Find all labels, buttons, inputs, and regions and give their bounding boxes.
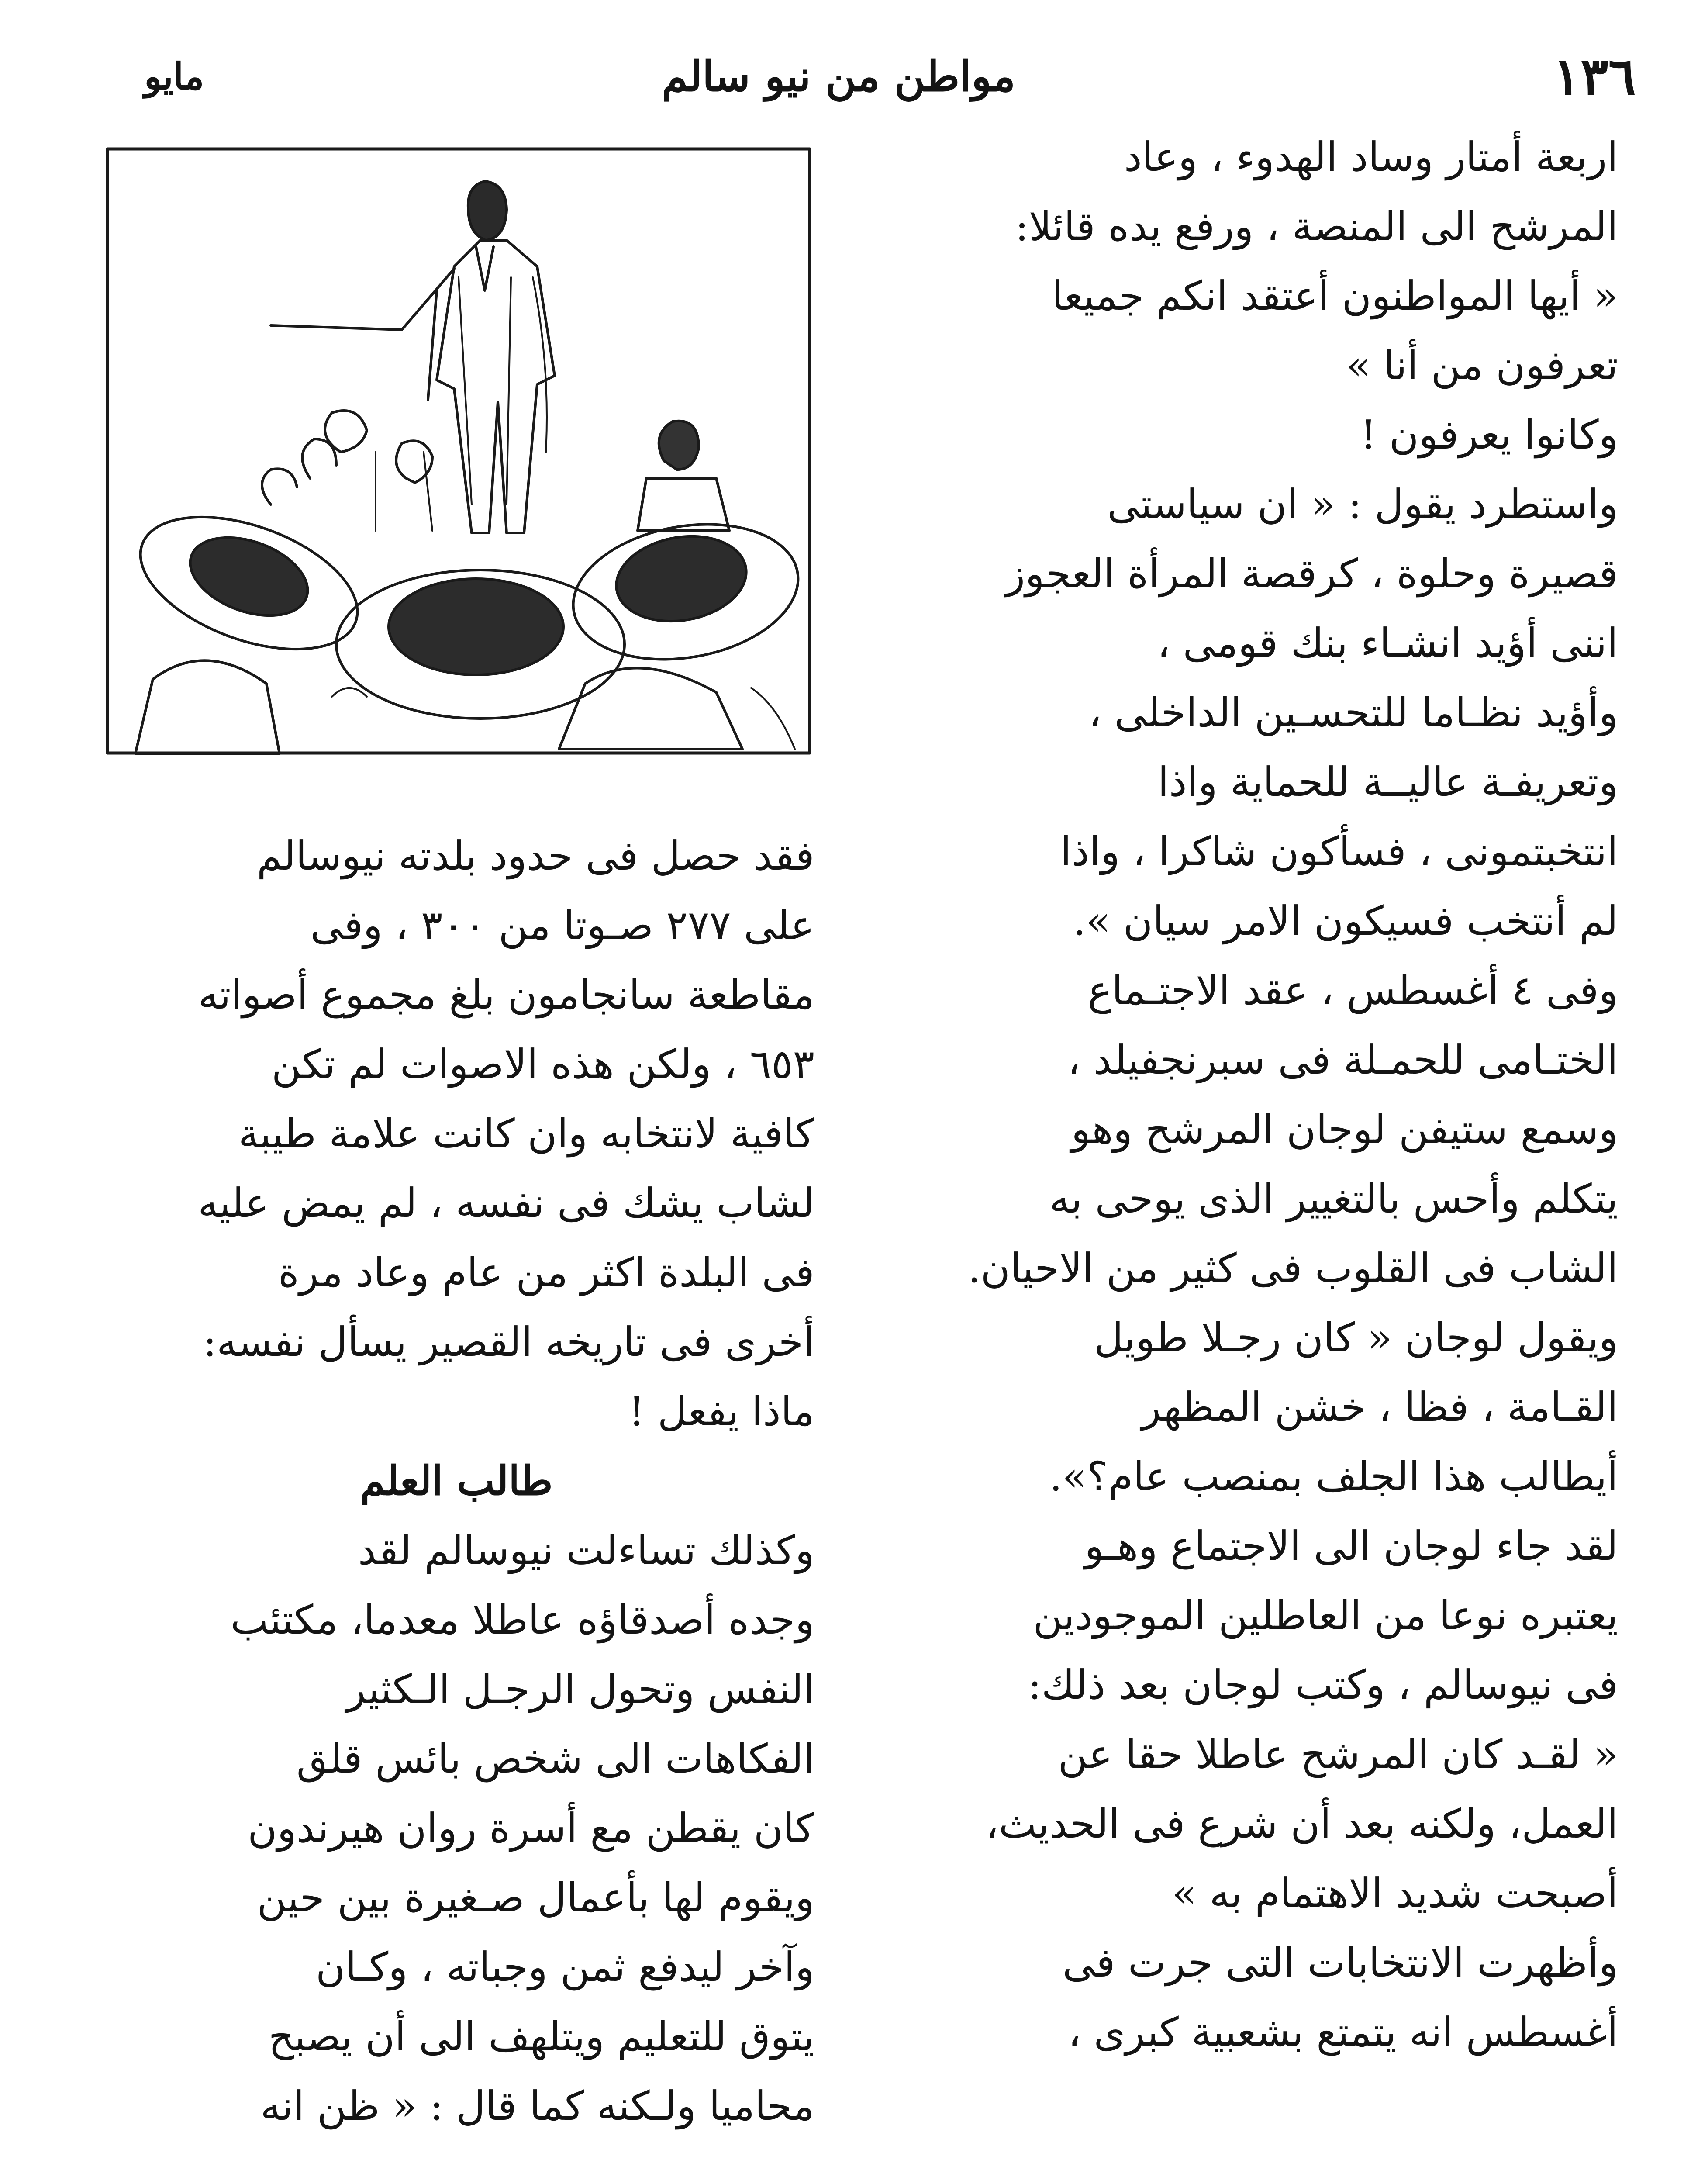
text-line: على ٢٧٧ صـوتا من ٣٠٠ ، وفى [310,902,814,949]
text-line: وأؤيد نظـاما للتحسـين الداخلى ، [1088,689,1618,736]
issue-month: مايو [144,55,204,98]
text-line: فى نيوسالم ، وكتب لوجان بعد ذلك: [1028,1662,1618,1708]
text-line: تعرفون من أنا » [1346,342,1618,389]
illustration-crowd-speaker [105,146,812,756]
text-line: اننى أؤيد انشـاء بنك قومى ، [1157,620,1618,667]
text-line: العمل، ولكنه بعد أن شرع فى الحديث، [985,1800,1618,1847]
text-line: لشاب يشك فى نفسه ، لم يمض عليه [198,1180,814,1227]
text-line: يتوق للتعليم ويتلهف الى أن يصبح [268,2013,814,2060]
text-line: اربعة أمتار وساد الهدوء ، وعاد [1124,134,1618,180]
text-line: وجده أصدقاؤه عاطلا معدما، مكتئب [230,1597,814,1643]
text-line: يتكلم وأحس بالتغيير الذى يوحى به [1049,1175,1618,1222]
section-heading: طالب العلم [360,1457,553,1504]
text-line: الفكاهات الى شخص بائس قلق [296,1735,814,1782]
page-number: ١٣٦ [1553,46,1636,107]
left-column [98,821,814,2141]
text-line: المرشح الى المنصة ، ورفع يده قائلا: [1015,203,1618,250]
text-line: لم أنتخب فسيكون الامر سيان ». [1073,898,1618,944]
text-line: وكانوا يعرفون ! [1360,411,1618,458]
text-line: الختـامى للحمـلة فى سبرنجفيلد ، [1067,1037,1618,1083]
text-line: محاميا ولـكنه كما قال : « ظن انه [260,2083,814,2129]
text-line: وآخر ليدفع ثمن وجباته ، وكـان [315,1944,814,1990]
text-line: ويقوم لها بأعمال صـغيرة بين حين [257,1874,814,1921]
text-line: فقد حصل فى حدود بلدته نيوسالم [256,833,814,879]
text-line: وكذلك تساءلت نيوسالم لقد [358,1527,814,1574]
text-line: وفى ٤ أغسطس ، عقد الاجتـماع [1087,967,1618,1014]
text-line: أخرى فى تاريخه القصير يسأل نفسه: [203,1319,814,1365]
text-line: وسمع ستيفن لوجان المرشح وهو [1071,1106,1618,1153]
text-line: « أيها المواطنون أعتقد انكم جميعا [1052,273,1618,319]
text-line: يعتبره نوعا من العاطلين الموجودين [1033,1592,1618,1639]
right-column [867,122,1618,2067]
running-title: مواطن من نيو سالم [661,52,1016,101]
text-line: مقاطعة سانجامون بلغ مجموع أصواته [198,971,814,1018]
text-line: كان يقطن مع أسرة روان هيرندون [247,1805,814,1852]
text-line: انتخبتمونى ، فسأكون شاكرا ، واذا [1060,828,1618,875]
text-line: وتعريفـة عاليــة للحماية واذا [1158,759,1618,805]
text-line: كافية لانتخابه وان كانت علامة طيبة [238,1110,814,1157]
text-line: ٦٥٣ ، ولكن هذه الاصوات لم تكن [271,1041,814,1088]
text-line: ويقول لوجان « كان رجـلا طويل [1094,1314,1618,1361]
text-line: الشاب فى القلوب فى كثير من الاحيان. [968,1245,1618,1292]
text-line: لقد جاء لوجان الى الاجتماع وهـو [1084,1523,1618,1569]
text-line: فى البلدة اكثر من عام وعاد مرة [278,1249,814,1296]
text-line: وأظهرت الانتخابات التى جرت فى [1063,1939,1618,1986]
text-line: قصيرة وحلوة ، كرقصة المرأة العجوز [1005,550,1618,597]
text-line: « لقـد كان المرشح عاطلا حقا عن [1058,1731,1618,1778]
text-line: واستطرد يقول : « ان سياستى [1107,481,1618,528]
text-line: القـامة ، فظا ، خشن المظهر [1141,1384,1618,1431]
text-line: ماذا يفعل ! [628,1388,814,1435]
text-line: أغسطس انه يتمتع بشعبية كبرى ، [1068,2009,1618,2056]
text-line: أيطالب هذا الجلف بمنصب عام؟». [1049,1453,1618,1500]
text-line: النفس وتحول الرجـل الـكثير [346,1666,814,1713]
text-line: أصبحت شديد الاهتمام به » [1172,1870,1618,1917]
